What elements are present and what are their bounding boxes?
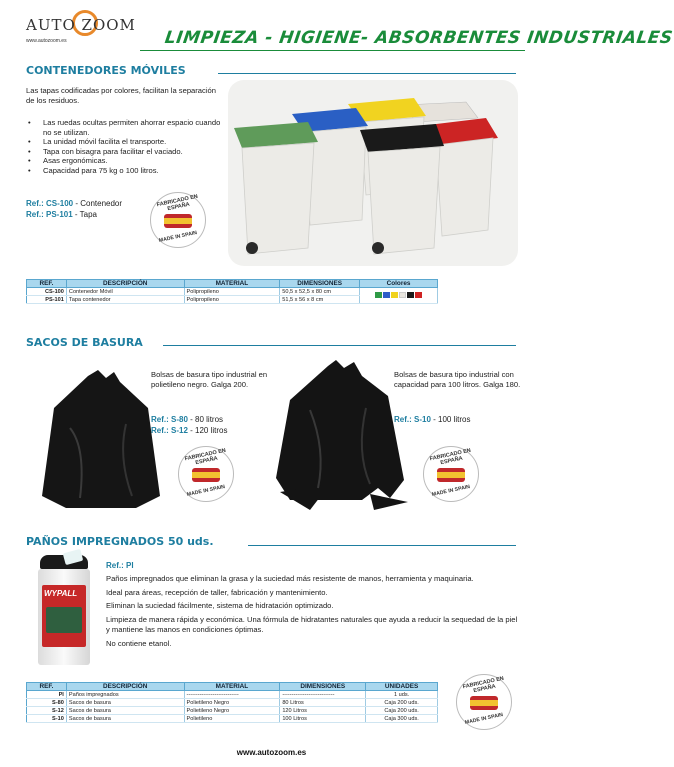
product-brand: WYPALL — [44, 589, 78, 598]
swatch-black — [407, 292, 414, 298]
stamp-top-text: FABRICADO EN ESPAÑA — [429, 447, 472, 467]
swatch-white — [399, 292, 406, 298]
containers-photo — [228, 80, 518, 266]
made-in-spain-stamp — [150, 192, 206, 248]
hands-illustration-icon — [46, 607, 82, 633]
sacos-right-refs — [394, 414, 470, 425]
ref-desc: - 100 litros — [430, 415, 471, 424]
spain-flag-icon — [470, 696, 498, 710]
cell: Polipropileno — [184, 296, 280, 304]
contenedores-refs — [26, 198, 122, 220]
color-swatches — [360, 288, 438, 304]
col-header: REF. — [27, 280, 67, 288]
made-in-spain-stamp — [456, 674, 512, 730]
cell: PS-101 — [27, 296, 67, 304]
bullet-item: • La unidad móvil facilita el transporte. — [26, 137, 222, 147]
trash-bag-large-icon — [270, 360, 410, 512]
ref-code: Ref.: S-80 — [151, 415, 188, 424]
bullet-item: • Capacidad para 75 kg o 100 litros. — [26, 166, 222, 176]
cell: 1 uds. — [366, 691, 438, 699]
ref-code: Ref.: S-10 — [394, 415, 431, 424]
col-header: UNIDADES — [366, 683, 438, 691]
bullet-item: • Tapa con bisagra para facilitar el vaciado. — [26, 147, 222, 157]
page-title: LIMPIEZA - HIGIENE- ABSORBENTES INDUSTRIALES — [163, 28, 674, 48]
contenedores-table — [26, 279, 438, 304]
ref-code: Ref.: PI — [106, 561, 134, 570]
made-in-spain-stamp — [178, 446, 234, 502]
bullet-item: • Asas ergonómicas. — [26, 156, 222, 166]
cell: Polietileno Negro — [184, 699, 280, 707]
cell: Polietileno Negro — [184, 707, 280, 715]
section-heading-sacos: SACOS DE BASURA — [26, 336, 143, 349]
bullet-item: • Las ruedas ocultas permiten ahorrar espacio cuando no se utilizan. — [26, 118, 222, 137]
contenedores-bullets — [26, 118, 222, 176]
ref-desc: - Contenedor — [73, 199, 123, 208]
bin-green — [234, 122, 318, 254]
table-row — [27, 699, 438, 707]
panos-line: Limpieza de manera rápida y económica. Una fórmula de hidratantes naturales que ayuda a reducir la sequedad de la piel y mantiene las manos en condiciones óptimas. — [106, 614, 518, 634]
stamp-bottom-text: MADE IN SPAIN — [464, 712, 504, 726]
panos-line: Paños impregnados que eliminan la grasa y la suciedad más resistente de manos, herramienta y maquinaria. — [106, 574, 474, 583]
cell: ---------------------------- — [280, 691, 366, 699]
cell: Sacos de basura — [66, 715, 184, 723]
section-heading-contenedores: CONTENEDORES MÓVILES — [26, 64, 186, 77]
stamp-top-text: FABRICADO EN ESPAÑA — [156, 193, 199, 213]
swatch-red — [415, 292, 422, 298]
cell: 50,5 x 52,5 x 80 cm — [280, 288, 360, 296]
table-row — [27, 691, 438, 699]
cell: CS-100 — [27, 288, 67, 296]
swatch-blue — [383, 292, 390, 298]
section-rule — [248, 545, 516, 546]
trash-bag-small-icon — [36, 368, 166, 510]
col-header: MATERIAL — [184, 280, 280, 288]
section-rule — [163, 345, 516, 346]
col-header: DESCRIPCIÓN — [66, 683, 184, 691]
swatch-green — [375, 292, 382, 298]
col-header: MATERIAL — [184, 683, 280, 691]
cell: Contenedor Móvil — [66, 288, 184, 296]
cell: Tapa contenedor — [66, 296, 184, 304]
panos-line: Eliminan la suciedad fácilmente, sistema de hidratación optimizado. — [106, 601, 334, 610]
panos-table — [26, 682, 438, 723]
cell: 80 Litros — [280, 699, 366, 707]
panos-ref — [106, 560, 134, 571]
cell: ---------------------------- — [184, 691, 280, 699]
cell: Polipropileno — [184, 288, 280, 296]
cell: Polietileno — [184, 715, 280, 723]
sacos-right-text: Bolsas de basura tipo industrial con capacidad para 100 litros. Galga 180. — [394, 370, 521, 389]
table-row — [27, 715, 438, 723]
section-heading-panos: PAÑOS IMPREGNADOS 50 uds. — [26, 535, 214, 548]
cell: Caja 300 uds. — [366, 715, 438, 723]
spain-flag-icon — [192, 468, 220, 482]
ref-code: Ref.: CS-100 — [26, 199, 74, 208]
col-header: DIMENSIONES — [280, 280, 360, 288]
footer-url: www.autozoom.es — [236, 748, 307, 757]
logo-text: AUTO ZOOM — [26, 16, 136, 34]
panos-description — [106, 574, 518, 649]
ref-desc: - Tapa — [72, 210, 97, 219]
cell: 120 Litros — [280, 707, 366, 715]
cell: Sacos de basura — [66, 707, 184, 715]
bin-black — [360, 124, 444, 254]
col-header: REF. — [27, 683, 67, 691]
ref-code: Ref.: S-12 — [151, 426, 188, 435]
logo — [20, 8, 140, 50]
logo-url: www.autozoom.es — [26, 38, 67, 44]
cell: S-12 — [27, 707, 67, 715]
stamp-bottom-text: MADE IN SPAIN — [186, 484, 226, 498]
sacos-left-text: Bolsas de basura tipo industrial en polietileno negro. Galga 200. — [151, 370, 268, 389]
cell: Caja 200 uds. — [366, 707, 438, 715]
spain-flag-icon — [164, 214, 192, 228]
ref-desc: - 80 litros — [187, 415, 224, 424]
cell: Paños impregnados — [66, 691, 184, 699]
cell: PI — [27, 691, 67, 699]
stamp-bottom-text: MADE IN SPAIN — [431, 484, 471, 498]
contenedores-intro: Las tapas codificadas por colores, facilitan la separación de los residuos. — [26, 86, 216, 105]
section-rule — [218, 73, 516, 74]
panos-line: No contiene etanol. — [106, 638, 172, 648]
ref-desc: - 120 litros — [187, 426, 228, 435]
cell: 51,5 x 56 x 8 cm — [280, 296, 360, 304]
cell: 100 Litros — [280, 715, 366, 723]
table-row — [27, 288, 438, 296]
table-header-row — [27, 683, 438, 691]
spain-flag-icon — [437, 468, 465, 482]
sacos-left-refs — [151, 414, 227, 436]
cell: S-80 — [27, 699, 67, 707]
title-rule — [140, 50, 525, 51]
cell: Sacos de basura — [66, 699, 184, 707]
stamp-top-text: FABRICADO EN ESPAÑA — [184, 447, 227, 467]
stamp-top-text: FABRICADO EN ESPAÑA — [462, 675, 505, 695]
wipes-canister — [34, 555, 94, 667]
col-header: DIMENSIONES — [280, 683, 366, 691]
ref-code: Ref.: PS-101 — [26, 210, 73, 219]
col-header: Colores — [360, 280, 438, 288]
col-header: DESCRIPCIÓN — [66, 280, 184, 288]
panos-line: Ideal para áreas, recepción de taller, fabricación y mantenimiento. — [106, 587, 328, 597]
table-header-row — [27, 280, 438, 288]
stamp-bottom-text: MADE IN SPAIN — [158, 230, 198, 244]
cell: S-10 — [27, 715, 67, 723]
swatch-yellow — [391, 292, 398, 298]
cell: Caja 200 uds. — [366, 699, 438, 707]
table-row — [27, 707, 438, 715]
waste-bins-icon — [228, 80, 518, 266]
made-in-spain-stamp — [423, 446, 479, 502]
